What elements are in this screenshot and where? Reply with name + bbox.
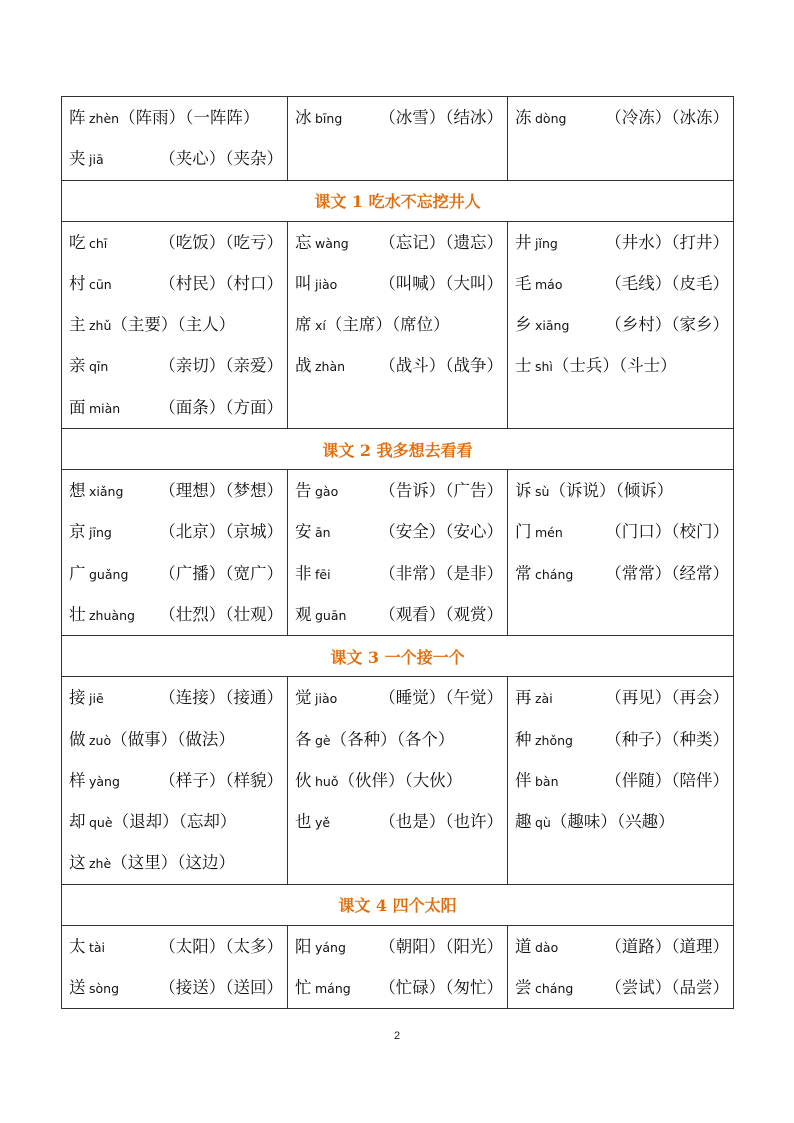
vocab-entry (69, 304, 287, 345)
pinyin: cháng (535, 981, 574, 997)
vocabulary-table (61, 96, 734, 1009)
example-words: （夹心）（夹杂） (159, 149, 283, 169)
section-title: 课文 2 我多想去看看 (62, 429, 734, 470)
vocab-entry (69, 387, 287, 428)
example-words: （安全）（安心） (379, 522, 503, 542)
vocab-entry (515, 345, 733, 386)
pinyin: wàng (315, 235, 349, 251)
vocab-cell (288, 677, 508, 884)
character: 接 (69, 688, 86, 708)
character: 广 (69, 563, 86, 583)
character: 观 (295, 604, 312, 624)
vocab-entry (69, 719, 287, 760)
character: 面 (69, 397, 86, 417)
character: 忙 (295, 978, 312, 998)
character: 想 (69, 481, 86, 501)
character: 门 (515, 522, 532, 542)
example-words: （趣味）（兴趣） (550, 812, 675, 832)
pinyin: qīn (89, 359, 109, 375)
character: 阵 (69, 108, 86, 127)
example-words: （壮烈）（壮观） (159, 604, 283, 624)
character: 尝 (515, 978, 532, 998)
pinyin: zhàn (315, 359, 346, 375)
character: 乡 (515, 315, 532, 335)
vocab-entry (69, 511, 287, 552)
pinyin: yě (315, 815, 331, 831)
vocab-entry (515, 719, 733, 760)
character: 趣 (515, 812, 532, 832)
example-words: （忙碌）（匆忙） (379, 978, 503, 998)
vocab-entry (69, 553, 287, 594)
section-title-row (62, 429, 734, 470)
vocab-entry (515, 677, 733, 718)
example-words: （乡村）（家乡） (605, 315, 729, 335)
pinyin: huǒ (315, 773, 339, 789)
vocab-entry (69, 345, 287, 386)
character: 忘 (295, 232, 312, 252)
vocab-entry (515, 511, 733, 552)
pinyin: jiào (315, 691, 338, 707)
vocab-entry (515, 553, 733, 594)
vocab-row (62, 677, 734, 884)
example-words: （各种）（各个） (330, 729, 455, 749)
example-words: （道路）（道理） (605, 936, 729, 956)
character: 京 (69, 522, 86, 542)
example-words: （毛线）（皮毛） (605, 273, 729, 293)
vocab-entry (295, 801, 507, 842)
vocab-entry (295, 470, 507, 511)
vocab-entry (515, 801, 733, 842)
character: 种 (515, 729, 532, 749)
character: 诉 (515, 481, 532, 501)
pinyin: dòng (535, 111, 567, 126)
example-words: （北京）（京城） (159, 522, 283, 542)
vocab-cell (62, 470, 288, 636)
example-words: （做事）（做法） (111, 729, 235, 749)
example-words: （告诉）（广告） (379, 481, 503, 501)
pinyin: jiào (315, 276, 338, 292)
vocab-entry (69, 263, 287, 304)
pinyin: shì (535, 359, 553, 375)
character: 夹 (69, 149, 86, 169)
vocab-entry (295, 511, 507, 552)
vocab-entry (515, 760, 733, 801)
example-words: （面条）（方面） (159, 397, 283, 417)
character: 伴 (515, 770, 532, 790)
example-words: （门口）（校门） (605, 522, 729, 542)
example-words: （战斗）（战争） (379, 356, 503, 376)
example-words: （士兵）（斗士） (552, 356, 677, 376)
character: 叫 (295, 273, 312, 293)
vocab-entry (69, 967, 287, 1008)
pinyin: jīng (89, 525, 112, 541)
vocab-cell (508, 677, 734, 884)
vocab-entry (69, 470, 287, 511)
example-words: （非常）（是非） (379, 563, 503, 583)
example-words: （样子）（样貌） (159, 770, 283, 790)
vocab-cell (288, 221, 508, 428)
example-words: （吃饭）（吃亏） (159, 232, 283, 252)
pinyin: jiā (89, 152, 104, 168)
pinyin: zuò (89, 732, 112, 748)
example-words: （再见）（再会） (605, 688, 729, 708)
character: 战 (295, 356, 312, 376)
pinyin: què (89, 815, 113, 831)
character: 吃 (69, 232, 86, 252)
pinyin: jǐng (535, 235, 558, 251)
vocab-entry (69, 760, 287, 801)
example-words: （睡觉）（午觉） (379, 688, 503, 708)
vocab-entry (295, 222, 507, 263)
example-words: （村民）（村口） (159, 273, 283, 293)
example-words: （种子）（种类） (605, 729, 729, 749)
vocab-entry (515, 304, 733, 345)
vocab-row (62, 925, 734, 1009)
character: 席 (295, 315, 312, 335)
vocab-entry (295, 926, 507, 967)
character: 主 (69, 315, 86, 335)
example-words: （也是）（也许） (379, 812, 503, 832)
example-words: （亲切）（亲爱） (159, 356, 283, 376)
character: 却 (69, 812, 86, 832)
example-words: （阵雨）（一阵阵） (119, 108, 260, 127)
vocab-entry (295, 263, 507, 304)
vocab-entry (69, 222, 287, 263)
vocab-entry (295, 97, 507, 138)
pinyin: guǎng (89, 566, 129, 582)
character: 冻 (515, 108, 532, 127)
pinyin: máo (535, 276, 563, 292)
example-words: （接送）（送回） (159, 978, 283, 998)
vocab-entry (515, 470, 733, 511)
character: 做 (69, 729, 86, 749)
pinyin: xí (315, 318, 326, 334)
vocab-cell (508, 470, 734, 636)
vocab-entry (515, 967, 733, 1008)
example-words: （冷冻）（冰冻） (605, 108, 729, 127)
example-words: （主要）（主人） (111, 315, 236, 335)
character: 样 (69, 770, 86, 790)
character: 各 (295, 729, 312, 749)
character: 觉 (295, 688, 312, 708)
pinyin: yàng (89, 773, 120, 789)
vocab-entry (295, 719, 507, 760)
example-words: （观看）（观赏） (379, 604, 503, 624)
character: 送 (69, 978, 86, 998)
pinyin: gào (315, 484, 339, 500)
pinyin: máng (315, 981, 351, 997)
example-words: （冰雪）（结冰） (379, 108, 503, 127)
example-words: （连接）（接通） (159, 688, 283, 708)
vocab-entry (515, 926, 733, 967)
pinyin: zhǒng (535, 732, 573, 748)
pinyin: cháng (535, 566, 574, 582)
pinyin: tài (89, 939, 106, 955)
example-words: （广播）（宽广） (159, 563, 283, 583)
section-title: 课文 1 吃水不忘挖井人 (62, 180, 734, 221)
vocab-entry (515, 263, 733, 304)
character: 壮 (69, 604, 86, 624)
character: 士 (515, 356, 532, 376)
character: 再 (515, 688, 532, 708)
character: 也 (295, 812, 312, 832)
character: 伙 (295, 770, 312, 790)
example-words: （退却）（忘却） (112, 812, 237, 832)
character: 常 (515, 563, 532, 583)
vocab-row (62, 97, 734, 181)
pinyin: bàn (535, 773, 559, 789)
pinyin: chī (89, 235, 108, 251)
vocab-entry (295, 677, 507, 718)
vocab-cell (62, 221, 288, 428)
example-words: （主席）（席位） (325, 315, 450, 335)
section-title: 课文 4 四个太阳 (62, 884, 734, 925)
example-words: （这里）（这边） (111, 853, 235, 873)
pinyin: guān (315, 607, 347, 623)
example-words: （伴随）（陪伴） (605, 770, 729, 790)
pinyin: cūn (89, 276, 112, 292)
pinyin: zhèn (89, 111, 120, 126)
pinyin: miàn (89, 400, 121, 416)
example-words: （朝阳）（阳光） (379, 936, 503, 956)
vocab-cell (62, 677, 288, 884)
section-title-row (62, 180, 734, 221)
vocab-cell (62, 925, 288, 1009)
page-number: 2 (393, 1030, 401, 1042)
pinyin: zhè (89, 856, 112, 872)
section-title-row (62, 884, 734, 925)
vocab-row (62, 470, 734, 636)
example-words: （忘记）（遗忘） (379, 232, 503, 252)
pinyin: dào (535, 939, 559, 955)
vocab-entry (69, 842, 287, 883)
character: 亲 (69, 356, 86, 376)
character: 太 (69, 936, 86, 956)
pinyin: qù (535, 815, 551, 831)
character: 安 (295, 522, 312, 542)
section-title: 课文 3 一个接一个 (62, 636, 734, 677)
pinyin: ān (315, 525, 331, 541)
character: 阳 (295, 936, 312, 956)
example-words: （叫喊）（大叫） (379, 273, 503, 293)
pinyin: zài (535, 691, 553, 707)
vocab-cell (288, 925, 508, 1009)
pinyin: jiē (89, 691, 104, 707)
pinyin: sòng (89, 981, 120, 997)
vocab-entry (69, 138, 287, 179)
vocab-entry (295, 553, 507, 594)
example-words: （尝试）（品尝） (605, 978, 729, 998)
character: 冰 (295, 108, 312, 127)
pinyin: yáng (315, 939, 346, 955)
vocab-entry (295, 594, 507, 635)
pinyin: zhǔ (89, 318, 112, 334)
example-words: （常常）（经常） (605, 563, 729, 583)
character: 道 (515, 936, 532, 956)
vocab-entry (69, 97, 287, 138)
character: 非 (295, 563, 312, 583)
example-words: （诉说）（倾诉） (549, 481, 674, 501)
vocab-entry (295, 760, 507, 801)
vocab-cell (288, 97, 508, 181)
example-words: （太阳）（太多） (159, 936, 283, 956)
character: 井 (515, 232, 532, 252)
pinyin: gè (315, 732, 331, 748)
example-words: （伙伴）（大伙） (338, 770, 463, 790)
pinyin: bīng (315, 111, 343, 126)
pinyin: xiāng (535, 318, 570, 334)
vocab-entry (295, 967, 507, 1008)
pinyin: zhuàng (89, 607, 135, 623)
pinyin: xiǎng (89, 484, 124, 500)
vocab-entry (69, 594, 287, 635)
section-title-row (62, 636, 734, 677)
character: 毛 (515, 273, 532, 293)
pinyin: mén (535, 525, 563, 541)
vocab-entry (69, 677, 287, 718)
vocab-cell (508, 221, 734, 428)
vocab-entry (515, 97, 733, 138)
pinyin: sù (535, 484, 550, 500)
vocab-cell (508, 925, 734, 1009)
vocab-cell (288, 470, 508, 636)
vocab-row (62, 221, 734, 428)
vocab-entry (69, 926, 287, 967)
vocab-cell (62, 97, 288, 181)
vocab-entry (295, 304, 507, 345)
vocab-cell (508, 97, 734, 181)
vocab-entry (69, 801, 287, 842)
example-words: （井水）（打井） (605, 232, 729, 252)
vocab-entry (295, 345, 507, 386)
character: 这 (69, 853, 86, 873)
example-words: （理想）（梦想） (159, 481, 283, 501)
character: 告 (295, 481, 312, 501)
character: 村 (69, 273, 86, 293)
pinyin: fēi (315, 566, 331, 582)
vocab-entry (515, 222, 733, 263)
